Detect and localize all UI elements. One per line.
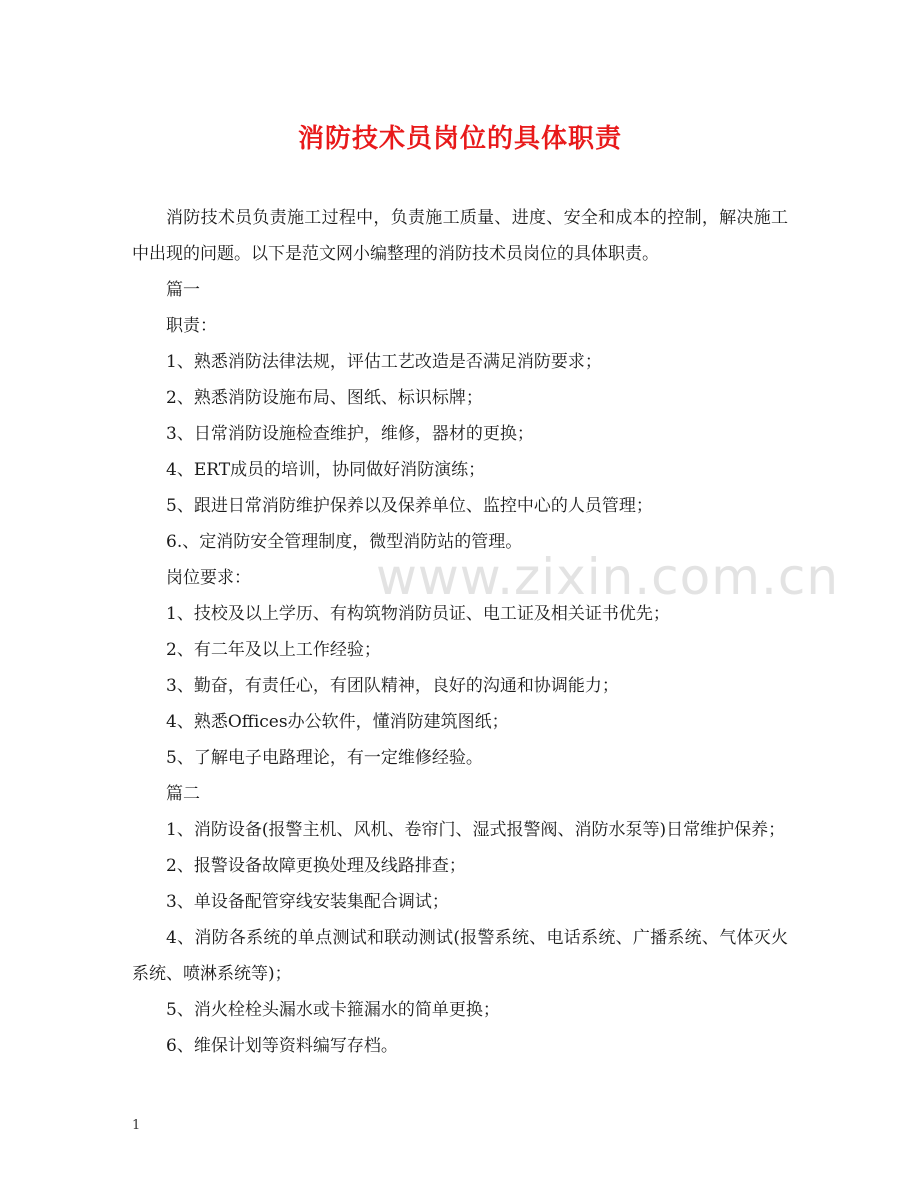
list-item: 2、有二年及以上工作经验；: [166, 640, 381, 660]
list-item: 6.、定消防安全管理制度，微型消防站的管理。: [166, 532, 523, 552]
list-item: 2、熟悉消防设施布局、图纸、标识标牌；: [166, 388, 483, 408]
list-item: 5、消火栓栓头漏水或卡箍漏水的简单更换；: [166, 1000, 500, 1020]
list-item: 3、勤奋，有责任心，有团队精神，良好的沟通和协调能力；: [166, 676, 619, 696]
list-item: 6、维保计划等资料编写存档。: [166, 1036, 398, 1056]
document-title: 消防技术员岗位的具体职责: [297, 124, 622, 154]
list-item: 5、了解电子电路理论，有一定维修经验。: [166, 748, 483, 768]
list-item: 2、报警设备故障更换处理及线路排查；: [166, 856, 466, 876]
subheading-requirements: 岗位要求：: [166, 568, 251, 588]
list-item: 4、ERT成员的培训，协同做好消防演练；: [166, 460, 486, 480]
intro-paragraph: 消防技术员负责施工过程中，负责施工质量、进度、安全和成本的控制，解决施工中出现的问题。以下是范文网小编整理的消防技术员岗位的具体职责。: [132, 208, 788, 264]
list-item: 5、跟进日常消防维护保养以及保养单位、监控中心的人员管理；: [166, 496, 653, 516]
list-item: 1、消防设备(报警主机、风机、卷帘门、湿式报警阀、消防水泵等)日常维护保养；: [166, 820, 786, 840]
list-item: 4、熟悉Offices办公软件，懂消防建筑图纸；: [166, 712, 509, 732]
list-item: 1、熟悉消防法律法规，评估工艺改造是否满足消防要求；: [166, 352, 602, 372]
section-heading-2: 篇二: [166, 784, 200, 804]
subheading-duties: 职责：: [166, 316, 217, 336]
list-item: 1、技校及以上学历、有构筑物消防员证、电工证及相关证书优先；: [166, 604, 670, 624]
section-heading-1: 篇一: [166, 280, 200, 300]
document-body: [132, 200, 788, 1064]
list-item: 4、消防各系统的单点测试和联动测试(报警系统、电话系统、广播系统、气体灭火系统、喷淋系统等)；: [132, 928, 788, 984]
page-number: 1: [132, 1118, 141, 1133]
list-item: 3、日常消防设施检查维护，维修，器材的更换；: [166, 424, 534, 444]
list-item: 3、单设备配管穿线安装集配合调试；: [166, 892, 449, 912]
watermark-text: www.zixin.com.cn: [376, 548, 840, 606]
